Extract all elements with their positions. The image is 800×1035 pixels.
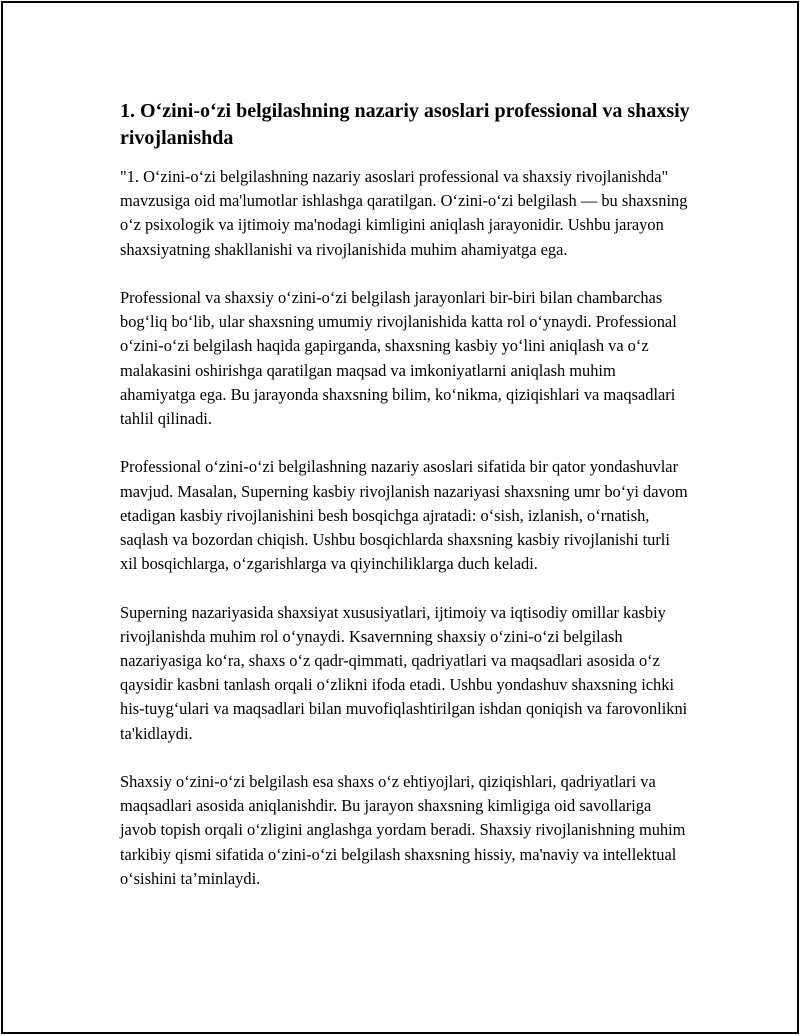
paragraph: Superning nazariyasida shaxsiyat xususiyatlari, ijtimoiy va iqtisodiy omillar kasbiy rivojlanishda muhim rol o‘ynaydi. Ksavernning shaxsiy o‘zini-o‘zi belgilash nazariyasiga ko‘ra, shaxs o‘z qadr-qimmati, qadriyatlari va maqsadlari asosida o‘z qaysidir kasbni tanlash orqali o‘zlikni ifoda etadi. Ushbu yondashuv shaxsning ichki his-tuyg‘ulari va maqsadlari bilan muvofiqlashtirilgan ishdan qoniqish va farovonlikni ta'kidlaydi. [120, 602, 688, 743]
page-frame [1, 1, 799, 1034]
paragraph: Professional va shaxsiy o‘zini-o‘zi belgilash jarayonlari bir-biri bilan chambarchas bog‘liq bo‘lib, ular shaxsning umumiy rivojlanishida katta rol o‘ynaydi. Professional o‘zini-o‘zi belgilash haqida gapirganda, shaxsning kasbiy yo‘lini aniqlash va o‘z malakasini oshirishga qaratilgan maqsad va imkoniyatlarni aniqlash muhim ahamiyatga ega. Bu jarayonda shaxsning bilim, ko‘nikma, qiziqishlari va maqsadlari tahlil qilinadi. [120, 288, 677, 429]
paragraph: Professional o‘zini-o‘zi belgilashning nazariy asoslari sifatida bir qator yondashuvlar mavjud. Masalan, Superning kasbiy rivojlanish nazariyasi shaxsning umr bo‘yi davom etadigan kasbiy rivojlanishini besh bosqichga ajratadi: o‘sish, izlanish, o‘rnatish, saqlash va bozordan chiqish. Ushbu bosqichlarda shaxsning kasbiy rivojlanishi turli xil bosqichlarga, o‘zgarishlarga va qiyinchiliklarga duch keladi. [120, 457, 688, 574]
paragraph: "1. O‘zini-o‘zi belgilashning nazariy asoslari professional va shaxsiy rivojlanishda" mavzusiga oid ma'lumotlar ishlashga qaratilgan. O‘zini-o‘zi belgilash — bu shaxsning o‘z psixologik va ijtimoiy ma'nodagi kimligini aniqlash jarayonidir. Ushbu jarayon shaxsiyatning shakllanishi va rivojlanishida muhim ahamiyatga ega. [120, 167, 688, 259]
document-body [120, 98, 690, 915]
document-title: 1. O‘zini-o‘zi belgilashning nazariy asoslari professional va shaxsiy rivojlanishda [120, 100, 690, 149]
paragraph: Shaxsiy o‘zini-o‘zi belgilash esa shaxs o‘z ehtiyojlari, qiziqishlari, qadriyatlari va maqsadlari asosida aniqlanishdir. Bu jarayon shaxsning kimligiga oid savollariga javob topish orqali o‘zligini anglashga yordam beradi. Shaxsiy rivojlanishning muhim tarkibiy qismi sifatida o‘zini-o‘zi belgilash shaxsning hissiy, ma'naviy va intellektual o‘sishini ta’minlaydi. [120, 772, 686, 888]
